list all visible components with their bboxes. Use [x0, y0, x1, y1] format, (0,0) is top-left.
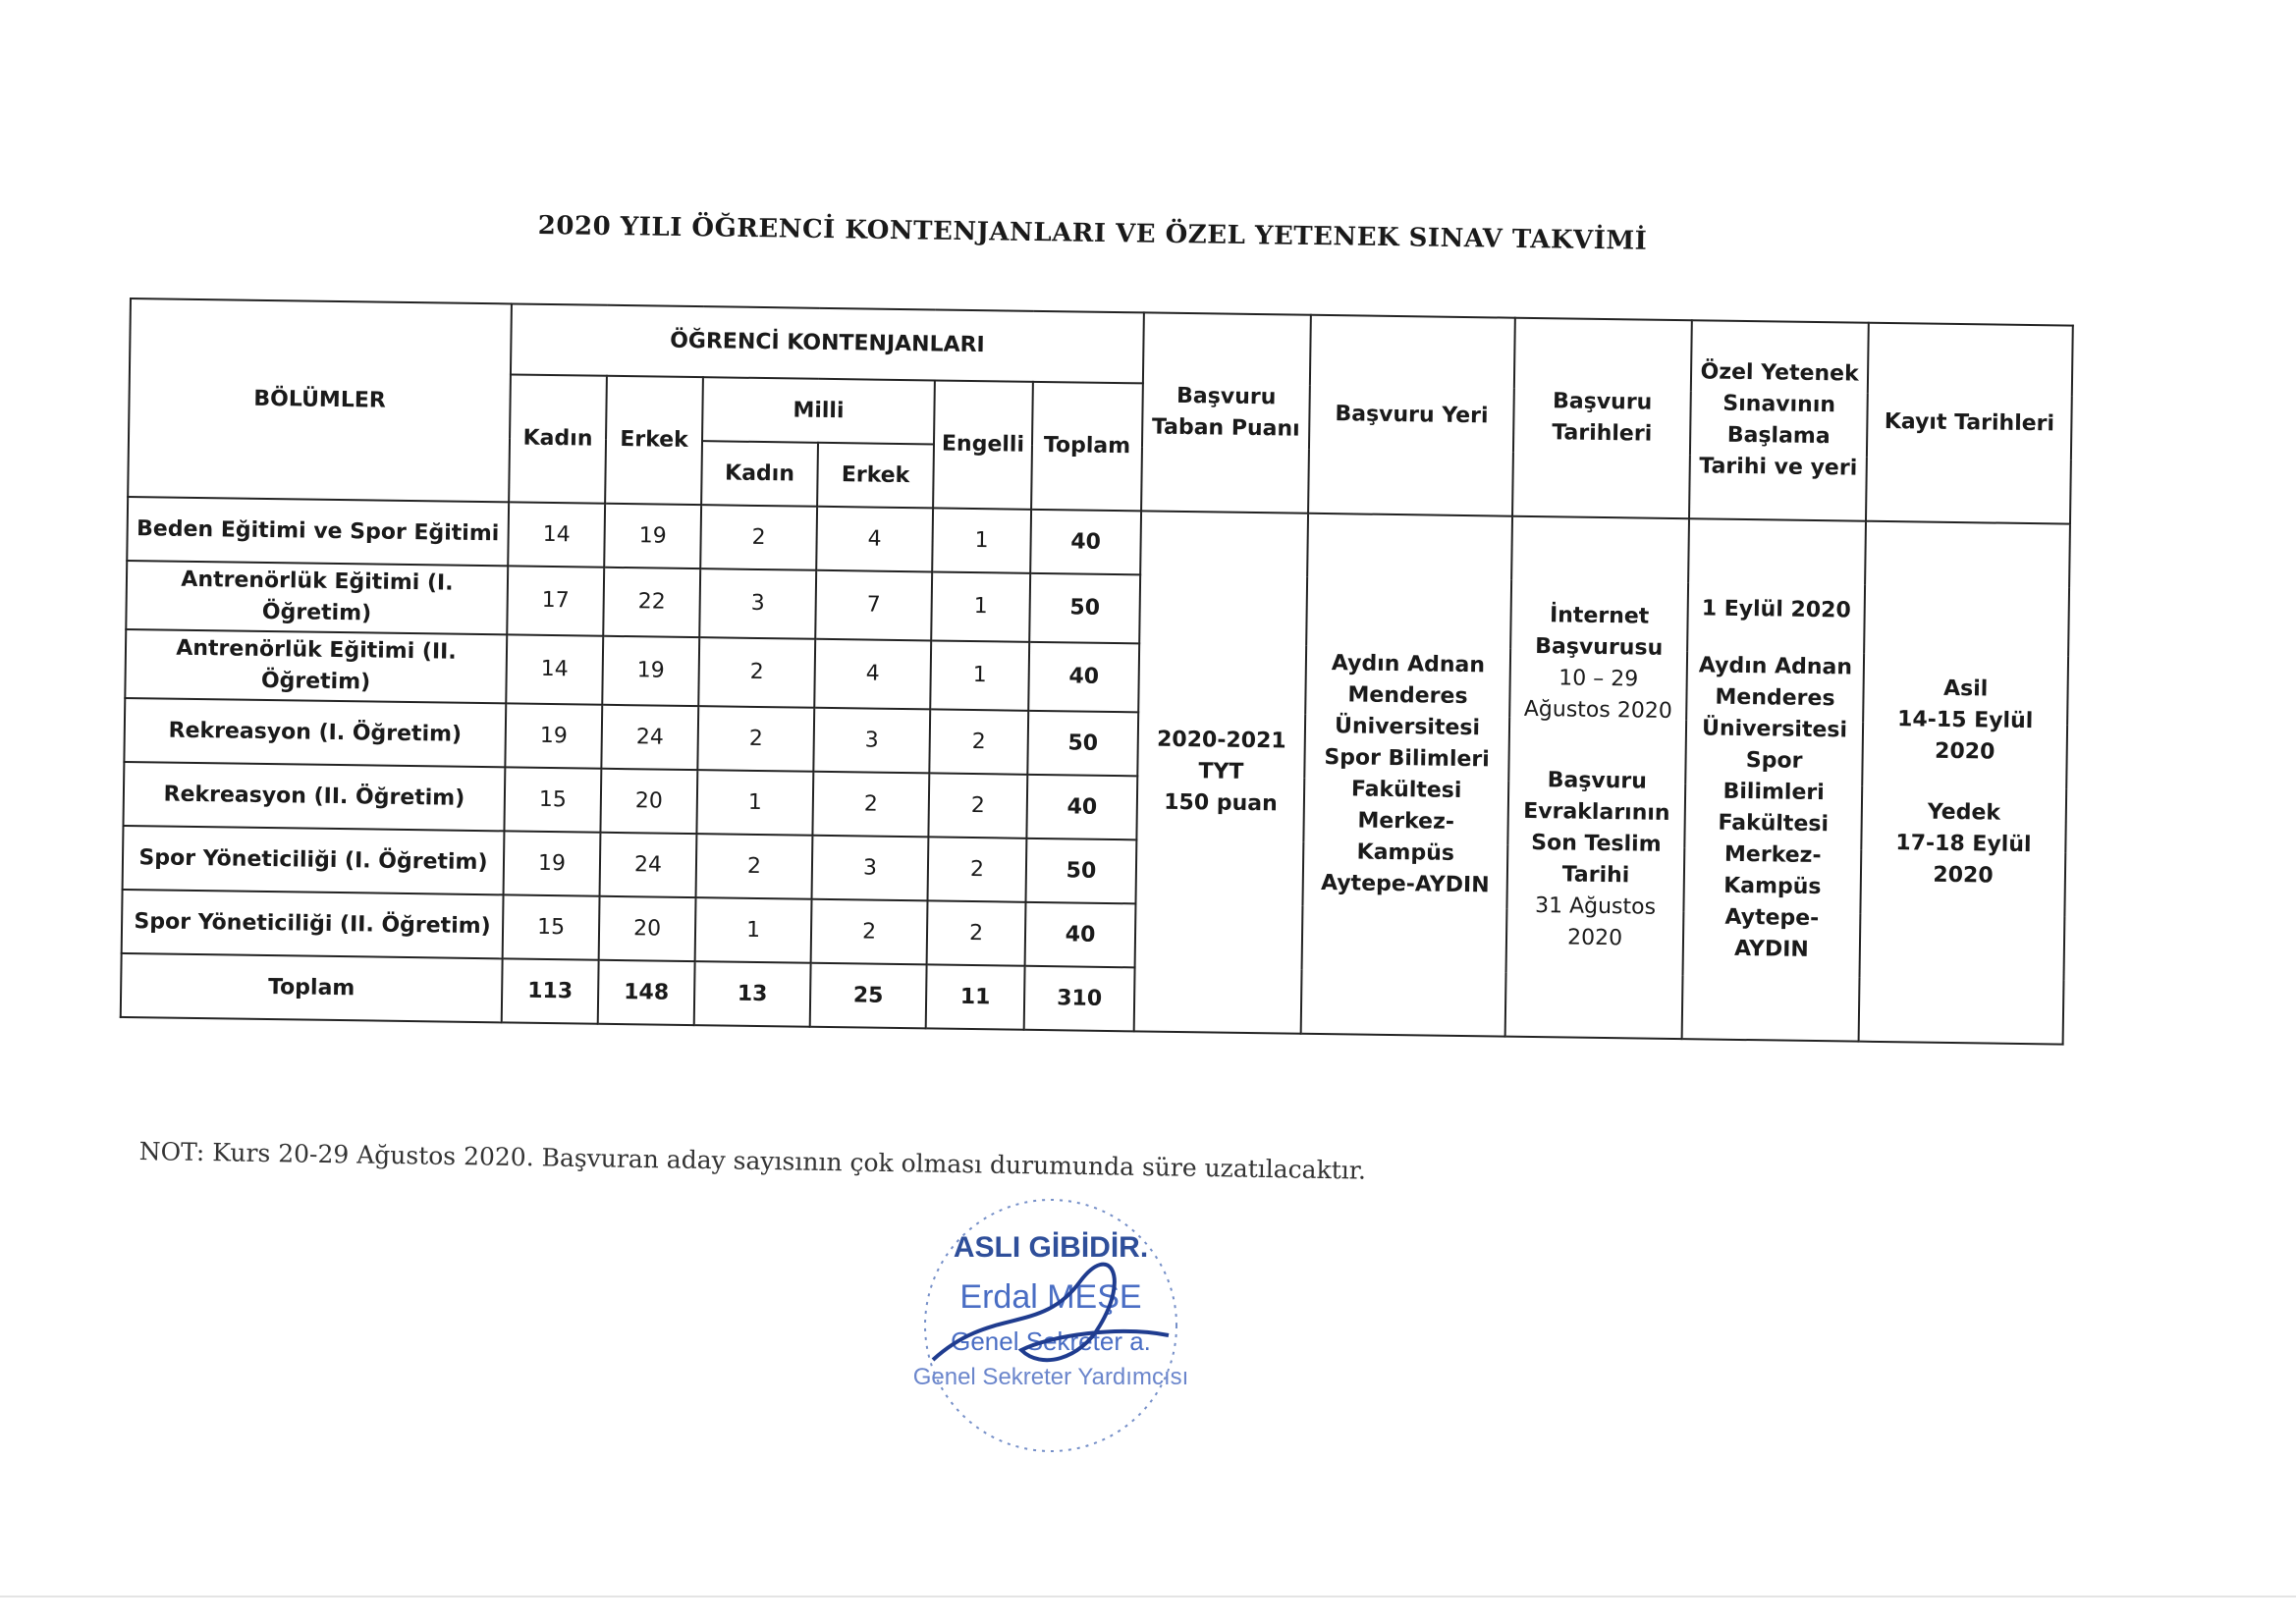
taban-puani-cell [1134, 511, 1308, 1033]
row-bolum: Beden Eğitimi ve Spor Eğitimi [127, 497, 509, 566]
basvuru-tarih-line: 31 Ağustos [1534, 893, 1657, 920]
row-bolum: Spor Yöneticiliği (I. Öğretim) [123, 826, 505, 894]
kayit-line: 14-15 Eylül [1896, 707, 2034, 734]
totals-erkek: 148 [598, 960, 695, 1025]
row-kadin: 17 [507, 566, 604, 635]
row-milli-kadin: 1 [696, 770, 813, 836]
taban-puani-line: 2020-2021 [1156, 727, 1286, 754]
row-milli-kadin: 2 [700, 505, 817, 570]
row-milli-erkek: 3 [812, 836, 929, 901]
row-erkek: 22 [603, 568, 700, 637]
row-engelli: 2 [929, 709, 1028, 774]
basvuru-yeri-line: Merkez-Kampüs [1356, 808, 1455, 866]
row-erkek: 24 [600, 833, 697, 897]
row-toplam: 50 [1029, 573, 1140, 644]
header-milli-erkek: Erkek [817, 443, 934, 509]
ozel-yetenek-line: Üniversitesi [1701, 716, 1848, 743]
row-toplam: 40 [1028, 642, 1139, 713]
row-milli-erkek: 4 [814, 639, 931, 710]
kayit-line: 2020 [1934, 738, 1995, 765]
row-bolum: Rekreasyon (I. Öğretim) [124, 698, 506, 767]
totals-kadin: 113 [502, 958, 599, 1023]
header-basvuru-tarihleri: Başvuru Tarihleri [1512, 318, 1692, 518]
footnote: NOT: Kurs 20-29 Ağustos 2020. Başvuran aday sayısının çok olması durumunda süre uzatılacaktır. [138, 1137, 1367, 1185]
row-engelli: 1 [932, 508, 1031, 572]
row-milli-kadin: 2 [697, 706, 814, 772]
basvuru-tarih-line: 10 – 29 [1558, 666, 1639, 692]
row-erkek: 20 [600, 769, 697, 834]
row-kadin: 15 [503, 894, 600, 959]
ozel-yetenek-line: Aytepe-AYDIN [1724, 904, 1820, 962]
kayit-line: Asil [1942, 676, 1989, 702]
basvuru-tarih-line: Tarihi [1561, 862, 1630, 889]
kayit-line: 2020 [1933, 862, 1994, 889]
row-bolum: Rekreasyon (II. Öğretim) [123, 762, 505, 831]
row-engelli: 2 [927, 900, 1026, 965]
row-toplam: 50 [1025, 839, 1136, 904]
row-milli-erkek: 7 [815, 570, 932, 641]
official-stamp [874, 1188, 1228, 1483]
kayit-tarihleri-cell [1859, 521, 2070, 1045]
totals-milli-kadin: 13 [694, 961, 811, 1027]
quota-table [120, 298, 2074, 1046]
stamp-line-2: Erdal MEŞE [959, 1278, 1142, 1316]
page-bottom-edge [0, 1596, 2296, 1597]
basvuru-tarih-line: İnternet [1549, 603, 1650, 629]
ozel-yetenek-line: Aydın Adnan [1698, 653, 1853, 680]
row-toplam: 40 [1030, 510, 1141, 575]
basvuru-yeri-line: Fakültesi [1350, 777, 1462, 803]
row-engelli: 2 [928, 837, 1027, 901]
row-kadin: 14 [506, 634, 603, 704]
row-engelli: 2 [928, 773, 1027, 838]
basvuru-yeri-line: Spor Bilimleri [1324, 745, 1490, 773]
row-milli-kadin: 2 [696, 834, 813, 899]
basvuru-tarih-line: 2020 [1566, 925, 1623, 951]
quota-table-container [120, 298, 2072, 1046]
row-kadin: 15 [504, 767, 601, 832]
totals-toplam: 310 [1024, 966, 1135, 1032]
row-bolum: Antrenörlük Eğitimi (II. Öğretim) [125, 629, 507, 703]
row-bolum: Spor Yöneticiliği (II. Öğretim) [122, 890, 504, 958]
row-milli-erkek: 3 [813, 708, 930, 774]
basvuru-yeri-line: Aydın Adnan [1331, 651, 1486, 678]
basvuru-tarih-line: Başvurusu [1535, 634, 1664, 661]
kayit-line: 17-18 Eylül [1895, 831, 2032, 858]
row-milli-erkek: 2 [811, 899, 928, 965]
basvuru-tarih-line: Ağustos 2020 [1523, 696, 1672, 724]
header-toplam: Toplam [1031, 382, 1143, 512]
header-engelli: Engelli [933, 380, 1033, 509]
basvuru-tarih-line: Evraklarının [1523, 798, 1670, 826]
header-milli-kadin: Kadın [701, 441, 818, 507]
ozel-yetenek-date: 1 Eylül 2020 [1701, 596, 1851, 623]
header-kadin: Kadın [509, 374, 607, 503]
ozel-yetenek-cell [1682, 518, 1866, 1041]
ozel-yetenek-line: Kampüs [1722, 873, 1822, 900]
basvuru-yeri-line: Üniversitesi [1334, 714, 1481, 741]
row-engelli: 1 [930, 640, 1029, 710]
header-basvuru-yeri: Başvuru Yeri [1308, 315, 1515, 516]
row-milli-kadin: 3 [699, 568, 816, 639]
basvuru-tarih-line: Son Teslim [1531, 830, 1662, 857]
header-taban-puani: Başvuru Taban Puanı [1141, 312, 1311, 513]
basvuru-tarihleri-cell [1505, 516, 1689, 1039]
row-erkek: 24 [601, 705, 698, 770]
ozel-yetenek-line: Spor Bilimleri [1722, 748, 1825, 806]
row-toplam: 40 [1026, 775, 1137, 840]
row-kadin: 19 [505, 703, 602, 768]
row-bolum: Antrenörlük Eğitimi (I. Öğretim) [126, 561, 508, 634]
basvuru-tarih-line: Başvuru [1547, 768, 1648, 794]
page-title: 2020 YILI ÖĞRENCİ KONTENJANLARI VE ÖZEL YETENEK SINAV TAKVİMİ [537, 211, 1648, 256]
totals-label: Toplam [121, 953, 503, 1022]
kayit-line: Yedek [1927, 799, 2001, 826]
stamp-line-1: ASLI GİBİDİR. [953, 1231, 1149, 1264]
row-erkek: 19 [604, 504, 701, 568]
row-toplam: 50 [1027, 711, 1138, 777]
row-kadin: 19 [504, 831, 601, 895]
stamp-line-4: Genel Sekreter Yardımcısı [912, 1364, 1189, 1390]
row-milli-erkek: 2 [812, 772, 929, 838]
row-erkek: 19 [602, 636, 699, 706]
row-kadin: 14 [508, 502, 605, 567]
ozel-yetenek-line: Fakültesi [1718, 810, 1830, 838]
ozel-yetenek-line: Menderes [1715, 684, 1835, 712]
row-milli-kadin: 1 [695, 897, 812, 963]
basvuru-yeri-line: Menderes [1347, 682, 1468, 710]
totals-engelli: 11 [926, 964, 1025, 1029]
row-milli-erkek: 4 [816, 507, 933, 572]
header-kontenjanlar: ÖĞRENCİ KONTENJANLARI [511, 303, 1144, 383]
ozel-yetenek-line: Merkez- [1723, 841, 1822, 869]
totals-milli-erkek: 25 [810, 963, 927, 1029]
row-erkek: 20 [599, 896, 696, 961]
basvuru-yeri-line: Aytepe-AYDIN [1320, 870, 1490, 898]
header-ozel-yetenek: Özel Yetenek Sınavının Başlama Tarihi ve yeri [1689, 320, 1869, 520]
basvuru-yeri-cell [1301, 514, 1512, 1037]
stamp-line-3: Genel Sekreter a. [951, 1326, 1151, 1356]
header-bolumler: BÖLÜMLER [128, 298, 512, 502]
header-milli: Milli [702, 377, 935, 444]
taban-puani-line: TYT [1198, 759, 1244, 784]
header-erkek: Erkek [605, 376, 703, 505]
row-engelli: 1 [931, 571, 1030, 641]
taban-puani-line: 150 puan [1164, 789, 1278, 817]
row-toplam: 40 [1025, 902, 1136, 968]
row-milli-kadin: 2 [698, 637, 815, 708]
header-kayit-tarihleri: Kayıt Tarihleri [1866, 323, 2073, 524]
